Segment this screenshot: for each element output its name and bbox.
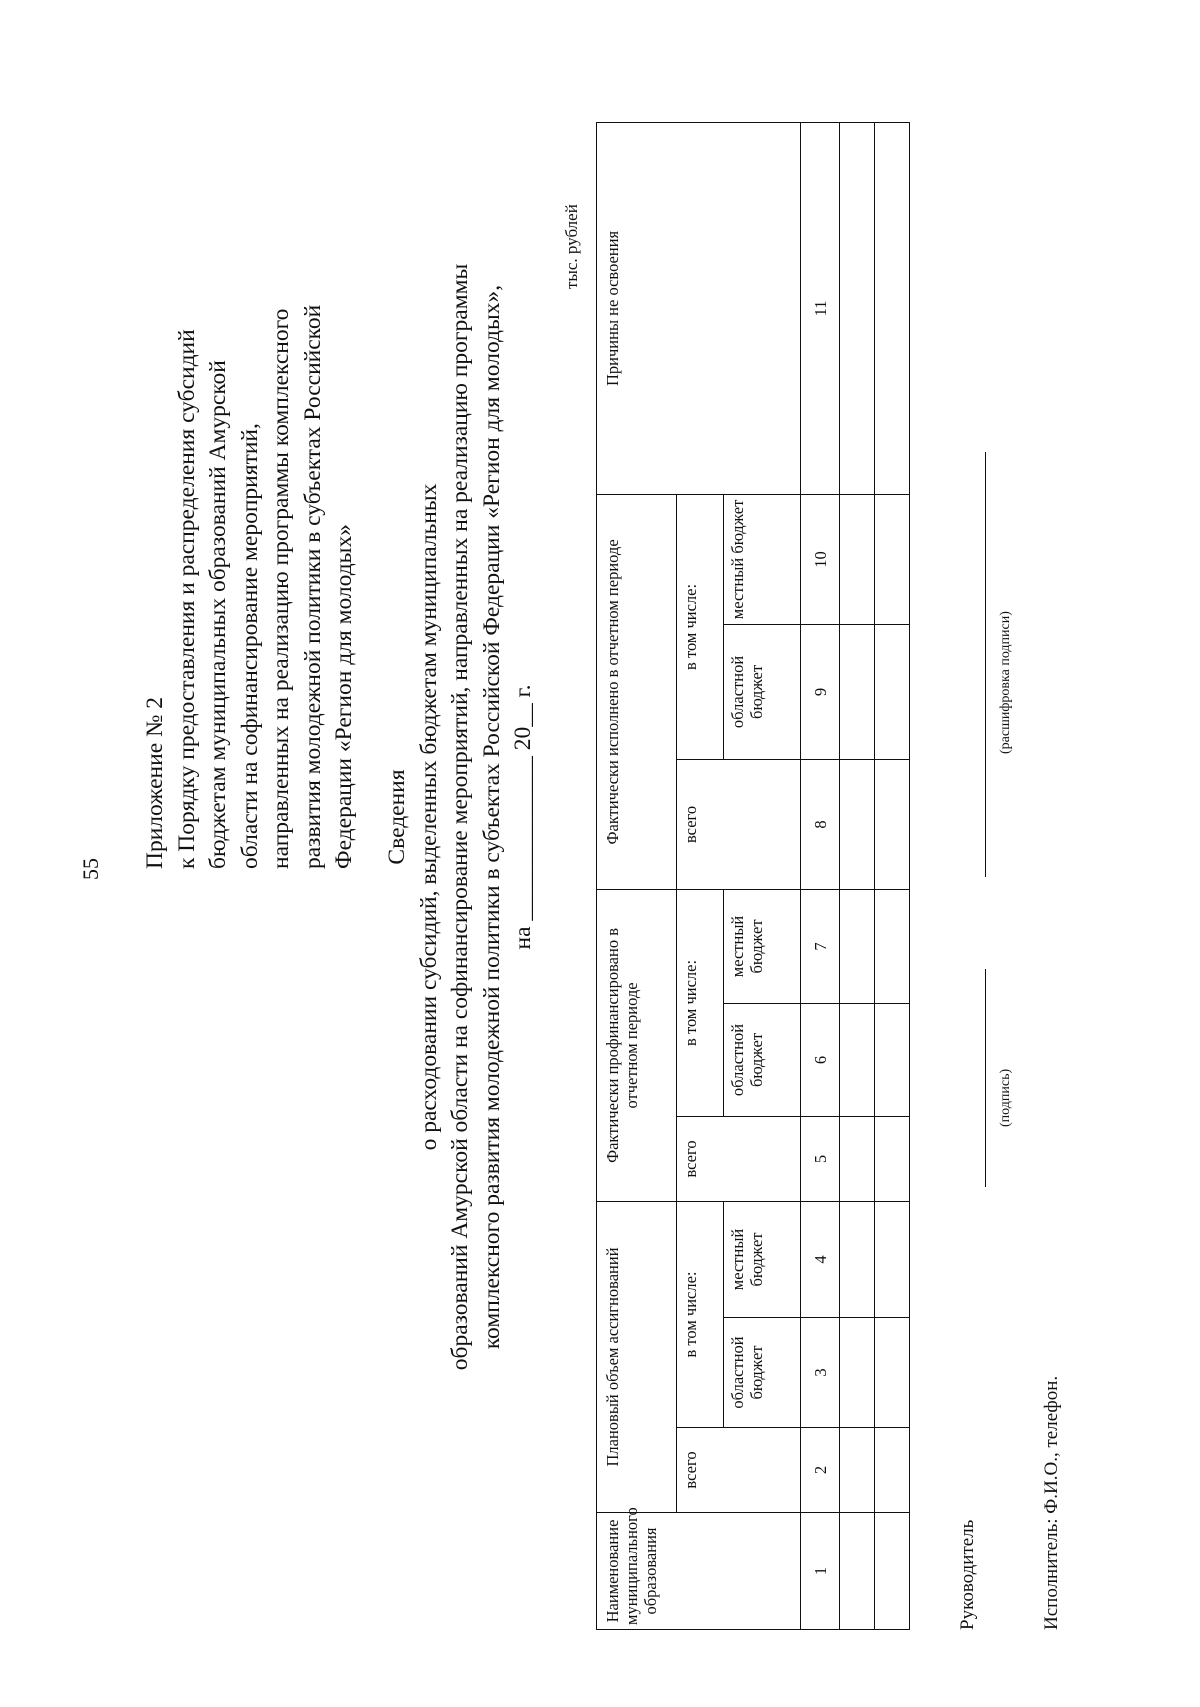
empty-cell: [840, 122, 875, 494]
subsidy-report-table: [596, 122, 910, 1630]
column-number: 1: [801, 1513, 840, 1630]
header-financed: Фактически профинансировано в отчетном периоде: [597, 889, 677, 1201]
header-plan-local: местный бюджет: [724, 1201, 801, 1317]
empty-cell: [840, 1318, 875, 1428]
empty-cell: [840, 1428, 875, 1513]
column-number: 3: [801, 1318, 840, 1428]
empty-cell: [840, 1003, 875, 1116]
column-number: 6: [801, 1003, 840, 1116]
empty-cell: [875, 1513, 910, 1630]
document-title: [382, 167, 540, 1467]
signature-line: [985, 969, 986, 1187]
header-executed-local: местный бюджет: [724, 494, 801, 624]
empty-cell: [840, 759, 875, 889]
page-number: 55: [78, 858, 103, 880]
header-plan-regional: областной бюджет: [724, 1318, 801, 1428]
header-row: [597, 122, 677, 1629]
header-executed-including: в том числе:: [677, 494, 724, 759]
column-number: 2: [801, 1428, 840, 1513]
header-reasons: Причины не освоения: [597, 122, 801, 494]
title-line: образований Амурской области на софинансирование мероприятий, направленных на реализацию программы: [447, 263, 473, 1371]
appendix-line: области на софинансирование мероприятий,: [236, 423, 263, 869]
empty-cell: [840, 624, 875, 759]
header-executed-regional: областной бюджет: [724, 624, 801, 759]
appendix-line: Приложение № 2: [142, 696, 168, 869]
decoding-line: [985, 452, 986, 877]
appendix-line: бюджетам муниципальных образований Амурской: [205, 360, 231, 869]
header-municipality: Наименование муниципального образования: [597, 1513, 801, 1630]
units-label: тыс. рублей: [562, 204, 581, 289]
header-executed: Фактически исполнено в отчетном периоде: [597, 494, 677, 889]
appendix-line: направленных на реализацию программы комплексного: [268, 308, 294, 869]
empty-cell: [875, 122, 910, 494]
column-number: 8: [801, 759, 840, 889]
header-financed-regional: областной бюджет: [724, 1003, 801, 1116]
empty-cell: [875, 889, 910, 1003]
column-number: 9: [801, 624, 840, 759]
appendix-line: Федерации «Регион для молодых»: [331, 524, 357, 869]
empty-cell: [875, 1428, 910, 1513]
column-number: 5: [801, 1116, 840, 1201]
title-line: о расходовании субсидий, выделенных бюджетам муниципальных: [415, 483, 442, 1151]
title-line: комплексного развития молодежной политики в субъектах Российской Федерации «Регион для молодых»,: [478, 284, 505, 1350]
empty-cell: [840, 1201, 875, 1317]
column-number: 4: [801, 1201, 840, 1317]
title-heading: Сведения: [384, 769, 410, 865]
empty-cell: [875, 759, 910, 889]
decoding-caption: (расшифровка подписи): [998, 611, 1013, 754]
column-number: 7: [801, 889, 840, 1003]
empty-cell: [875, 1003, 910, 1116]
header-plan-total: всего: [677, 1428, 801, 1513]
header-executed-total: всего: [677, 759, 801, 889]
empty-cell: [840, 1513, 875, 1630]
column-number-row: [801, 122, 840, 1629]
column-number: 11: [801, 122, 840, 494]
title-date-line: на ______________ 20__ г.: [510, 684, 536, 950]
appendix-line: к Порядку предоставления и распределения субсидий: [173, 329, 200, 869]
empty-cell: [875, 1201, 910, 1317]
empty-data-row: [840, 122, 875, 1629]
header-financed-total: всего: [677, 1116, 801, 1201]
appendix-line: развития молодежной политики в субъектах Российской: [299, 304, 326, 869]
empty-cell: [840, 494, 875, 624]
empty-cell: [875, 1116, 910, 1201]
empty-cell: [840, 1116, 875, 1201]
header-financed-including: в том числе:: [677, 889, 724, 1116]
header-plan: Плановый объем ассигнований: [597, 1201, 677, 1512]
appendix-reference: [140, 109, 361, 869]
empty-cell: [875, 624, 910, 759]
signature-caption: (подпись): [998, 1068, 1013, 1127]
empty-data-row: [875, 122, 910, 1629]
header-plan-including: в том числе:: [677, 1201, 724, 1427]
header-financed-local: местный бюджет: [724, 889, 801, 1003]
column-number: 10: [801, 494, 840, 624]
executor-info: Исполнитель: Ф.И.О., телефон.: [1041, 1375, 1062, 1630]
head-label: Руководитель: [957, 1519, 978, 1630]
empty-cell: [875, 1318, 910, 1428]
empty-cell: [875, 494, 910, 624]
empty-cell: [840, 889, 875, 1003]
